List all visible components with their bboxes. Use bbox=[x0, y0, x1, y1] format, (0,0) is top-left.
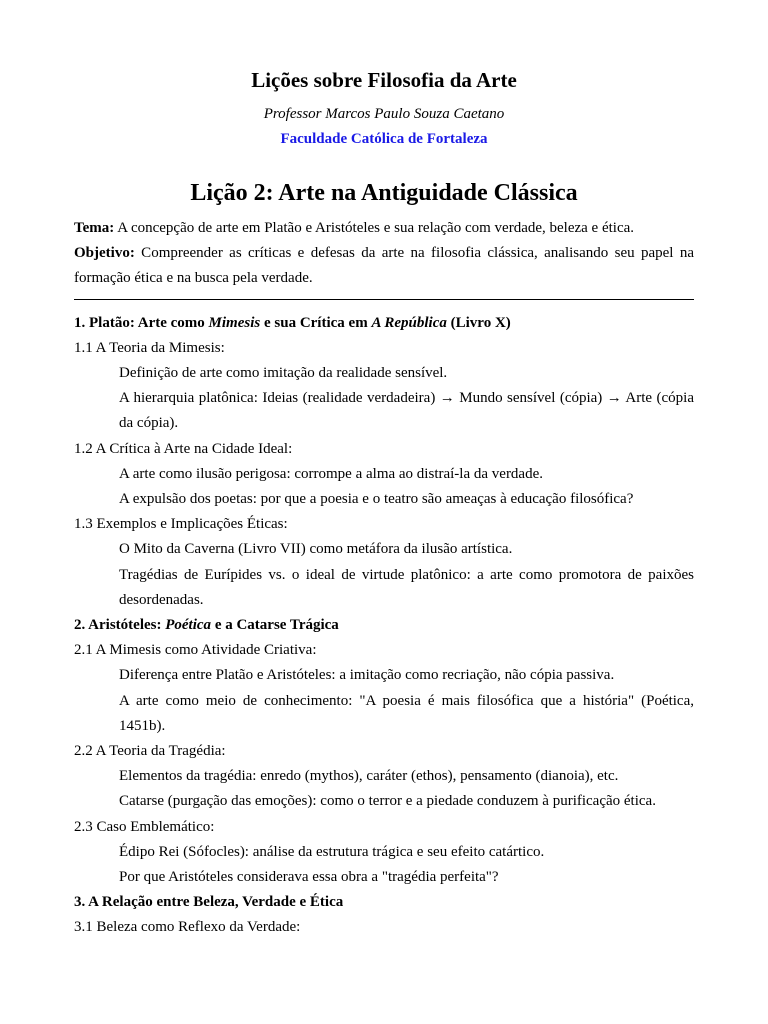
list-item: O Mito da Caverna (Livro VII) como metáfora da ilusão artística. bbox=[119, 541, 513, 558]
list-item: A arte como meio de conhecimento: "A poesia é mais filosófica que a história" (Poética, 1451b). bbox=[119, 692, 694, 734]
subsection-1-3: 1.3 Exemplos e Implicações Éticas: bbox=[74, 516, 288, 533]
horizontal-rule bbox=[74, 299, 694, 300]
section-2-heading-part: 2. Aristóteles: bbox=[74, 617, 166, 634]
list-item: Édipo Rei (Sófocles): análise da estrutura trágica e seu efeito catártico. bbox=[119, 843, 545, 860]
section-1-heading-mimesis: Mimesis bbox=[208, 314, 261, 331]
document-body bbox=[74, 216, 694, 941]
list-item: Tragédias de Eurípides vs. o ideal de virtude platônico: a arte como promotora de paixões desordenadas. bbox=[119, 566, 694, 608]
section-1-heading-part: e sua Crítica em bbox=[260, 314, 372, 331]
list-item: A hierarquia platônica: Ideias (realidade verdadeira) → Mundo sensível (cópia) → Arte (cópia da cópia). bbox=[119, 390, 694, 432]
section-2-heading-poetica: Poética bbox=[165, 617, 212, 634]
lesson-title: Lição 2: Arte na Antiguidade Clássica bbox=[190, 180, 578, 206]
section-2-heading-part: e a Catarse Trágica bbox=[211, 617, 339, 634]
objetivo-label: Objetivo: bbox=[74, 245, 135, 262]
document-title: Lições sobre Filosofia da Arte bbox=[251, 68, 517, 92]
objetivo-paragraph bbox=[74, 241, 694, 291]
objetivo-text: Compreender as críticas e defesas da arte na filosofia clássica, analisando seu papel na formação ética e na busca pela verdade. bbox=[74, 245, 694, 287]
section-1-heading-part: 1. Platão: Arte como bbox=[74, 314, 209, 331]
tema-label: Tema: bbox=[74, 220, 115, 236]
subsection-2-2: 2.2 A Teoria da Tragédia: bbox=[74, 743, 226, 760]
list-item: Diferença entre Platão e Aristóteles: a imitação como recriação, não cópia passiva. bbox=[119, 667, 615, 684]
list-item: Definição de arte como imitação da realidade sensível. bbox=[119, 365, 448, 382]
section-2-heading bbox=[74, 613, 694, 638]
list-item: Por que Aristóteles considerava essa obra a "tragédia perfeita"? bbox=[119, 869, 499, 886]
list-item: Elementos da tragédia: enredo (mythos), caráter (ethos), pensamento (dianoia), etc. bbox=[119, 768, 619, 785]
tema-paragraph bbox=[74, 216, 694, 241]
subsection-3-1: 3.1 Beleza como Reflexo da Verdade: bbox=[74, 919, 301, 936]
institution-name: Faculdade Católica de Fortaleza bbox=[280, 131, 488, 147]
section-3-heading: 3. A Relação entre Beleza, Verdade e Ética bbox=[74, 894, 344, 911]
tema-text: A concepção de arte em Platão e Aristóteles e sua relação com verdade, beleza e ética. bbox=[114, 220, 635, 236]
section-1-heading-republica: A República bbox=[371, 314, 447, 331]
list-item: A arte como ilusão perigosa: corrompe a alma ao distraí-la da verdade. bbox=[119, 465, 543, 482]
subsection-2-1: 2.1 A Mimesis como Atividade Criativa: bbox=[74, 642, 317, 659]
subsection-2-3: 2.3 Caso Emblemático: bbox=[74, 818, 215, 835]
subsection-1-1: 1.1 A Teoria da Mimesis: bbox=[74, 339, 225, 356]
subsection-1-2: 1.2 A Crítica à Arte na Cidade Ideal: bbox=[74, 440, 293, 457]
list-item: Catarse (purgação das emoções): como o terror e a piedade conduzem à purificação ética. bbox=[119, 793, 656, 810]
list-item: A expulsão dos poetas: por que a poesia e o teatro são ameaças à educação filosófica? bbox=[119, 491, 634, 508]
author-name: Professor Marcos Paulo Souza Caetano bbox=[263, 106, 505, 122]
section-1-heading-part: (Livro X) bbox=[446, 314, 511, 331]
section-1-heading bbox=[74, 311, 694, 336]
